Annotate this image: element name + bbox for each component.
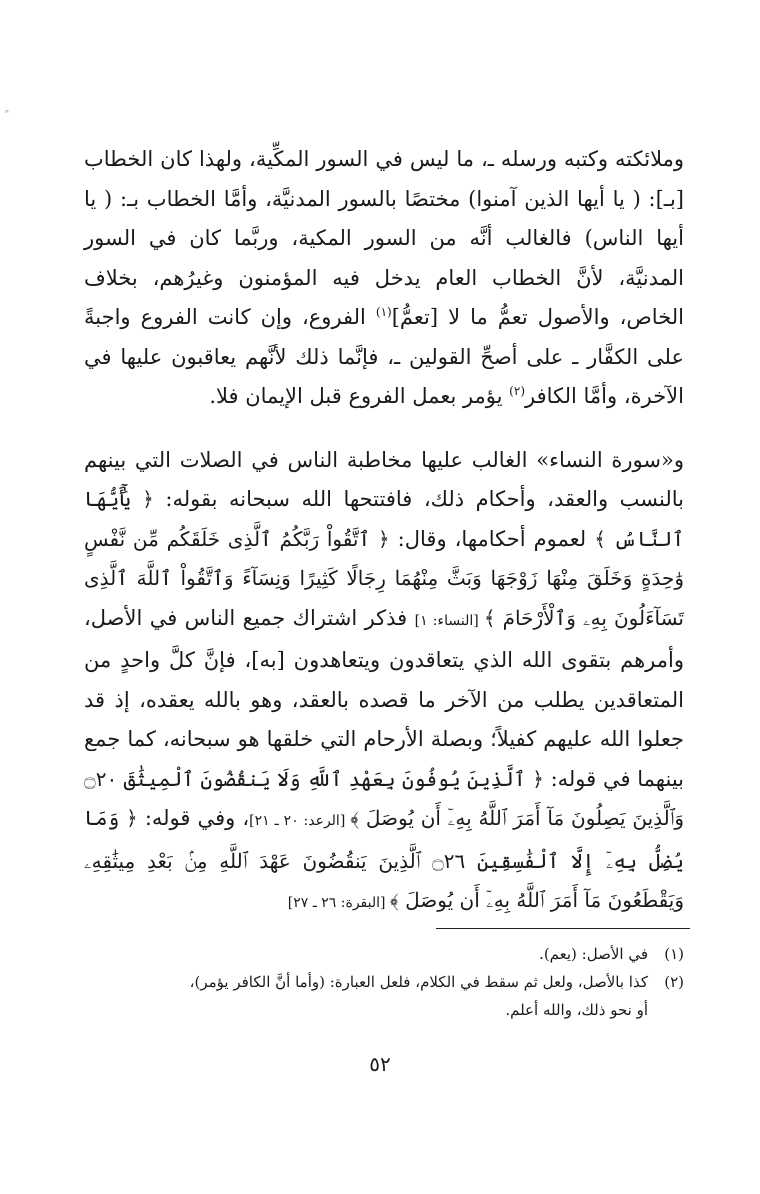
main-text — [84, 140, 684, 924]
footnote-number: (٢) — [664, 973, 684, 991]
quran-verse-4: ﴿ وَمَا يُضِلُّ بِهِۦٓ إِلَّا ٱلْفَٰسِقِينَ ۝٢٦ ٱلَّذِينَ يَنقُضُونَ عَهْدَ ٱللَّهِ مِنۢ بَعْدِ مِيثَٰقِهِۦ وَيَقْطَعُونَ مَآ أَمَرَ ٱللَّهُ بِهِۦٓ أَن يُوصَلَ ﴾ — [84, 806, 684, 912]
footnote-ref-1[interactable]: (١) — [375, 305, 392, 319]
paragraph-1-text-c: يؤمر بعمل الفروع قبل الإيمان فلا. — [209, 384, 510, 408]
footnote-2-continuation: أو نحو ذلك، والله أعلم. — [505, 1001, 648, 1019]
quran-verse-3: ﴿ ٱلَّذِينَ يُوفُونَ بِعَهْدِ ٱللَّهِ وَلَا يَنقُضُونَ ٱلْمِيثَٰقَ ۝٢٠ وَٱلَّذِينَ يَصِلُونَ مَآ أَمَرَ ٱللَّهُ بِهِۦٓ أَن يُوصَلَ ﴾ — [84, 766, 684, 830]
footnote-number: (١) — [664, 945, 684, 963]
paragraph-1-text-b: الفروع، وإن كانت الفروع واجبةً على الكفَّار ـ على أصحِّ القولين ـ، فإنَّما ذلك لأنَّهم يعاقبون عليها في الآخرة، وأمَّا الكافر — [84, 305, 684, 408]
page-number: ٥٢ — [369, 1052, 391, 1076]
quran-verse-1: ﴿ يَٰٓأَيُّهَا ٱلنَّاسُ ﴾ — [84, 487, 684, 551]
footnote-1 — [84, 940, 684, 968]
paragraph-1-text-a: وملائكته وكتبه ورسله ـ، ما ليس في السور المكِّية، ولهذا كان الخطاب [بـ]: ( يا أيها الذين آمنوا) مختصًا بالسور المدنيَّة، وأمَّا الخطاب بـ: ( يا أيها الناس) فالغالب أنَّه من السور المكية، وربَّما كان في السور المدنيَّة، لأنَّ الخطاب العام يدخل فيه المؤمنون وغيرُهم، بخلاف الخاص، والأصول تعمُّ ما لا [تعمُّ] — [84, 147, 684, 329]
paragraph-2-text-d: ، وفي قوله: — [137, 806, 250, 830]
verse-reference-2: [الرعد: ٢٠ ـ ٢١] — [249, 813, 351, 829]
paragraph-1 — [84, 140, 684, 417]
paragraph-2 — [84, 441, 684, 924]
footnote-text: في الأصل: (يعم). — [539, 945, 648, 963]
quran-verse-2: ﴿ ٱتَّقُواْ رَبَّكُمُ ٱلَّذِى خَلَقَكُم مِّن نَّفْسٍ وَٰحِدَةٍ وَخَلَقَ مِنْهَا زَوْجَهَا وَبَثَّ مِنْهُمَا رِجَالًا كَثِيرًا وَنِسَآءً وَٱتَّقُواْ ٱللَّهَ ٱلَّذِى تَسَآءَلُونَ بِهِۦ وَٱلْأَرْحَامَ ﴾ — [84, 526, 684, 630]
paragraph-2-text-a: و«سورة النساء» الغالب عليها مخاطبة الناس في الصلات التي بينهم بالنسب والعقد، وأحكام ذلك، فافتتحها الله سبحانه بقوله: — [84, 447, 684, 511]
verse-reference-1: [النساء: ١] — [414, 612, 484, 629]
paragraph-2-text-b: لعموم أحكامها، وقال: — [389, 526, 595, 551]
verse-reference-3: [البقرة: ٢٦ ـ ٢٧] — [287, 895, 390, 911]
footnote-text: كذا بالأصل، ولعل ثم سقط في الكلام، فلعل العبارة: (وأما أنَّ الكافر يؤمر)، — [189, 973, 648, 991]
footnote-2 — [84, 968, 684, 996]
paragraph-2-text-c: فذكر اشتراك جميع الناس في الأصل، وأمرهم بتقوى الله الذي يتعاقدون ويتعاهدون [به]، فإنَّ كلَّ واحدٍ من المتعاقدين يطلب من الآخر ما قصده بالعقد، وهو بالله يعقده، إذ قد جعلوا الله عليهم كفيلاً؛ وبصلة الأرحام التي خلقها هو سبحانه، كما جمع بينهما في قوله: — [84, 605, 684, 791]
footnote-divider — [436, 928, 690, 929]
footnote-ref-2[interactable]: (٢) — [509, 384, 525, 398]
footnotes — [84, 940, 684, 1024]
